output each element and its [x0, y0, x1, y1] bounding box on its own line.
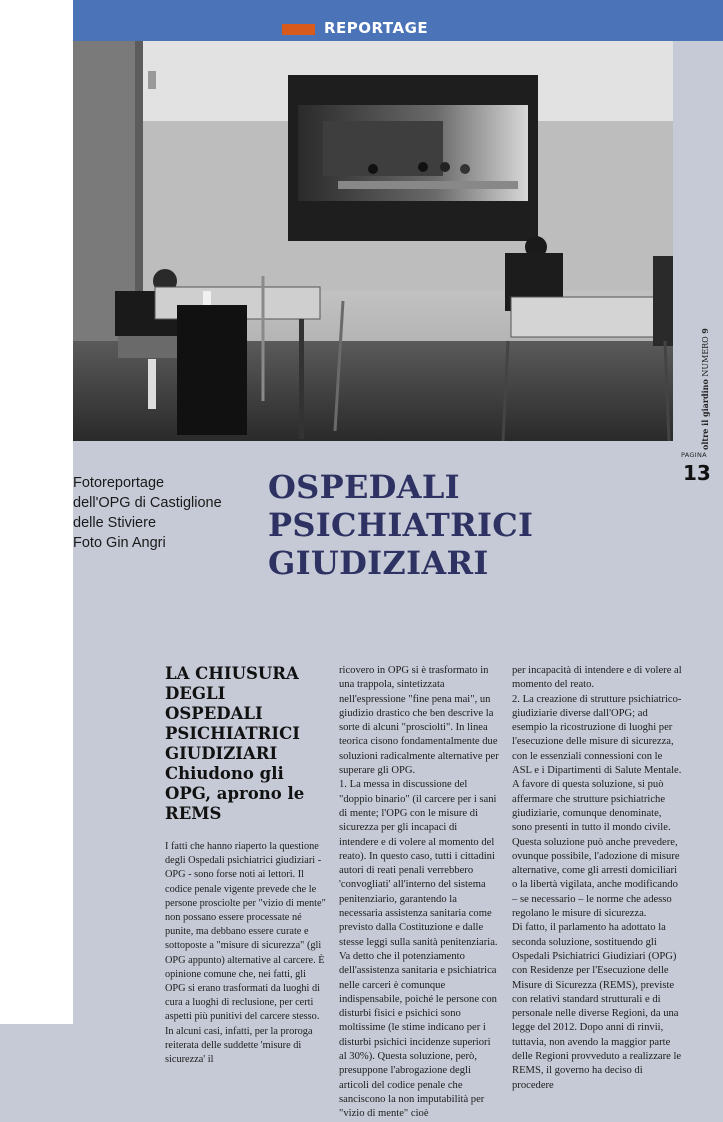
title-line: PSICHIATRICI: [268, 506, 534, 544]
article-paragraph: 2. La creazione di strutture psichiatrico-giudiziarie diverse dall'OPG; ad esempio la ricostruzione di luoghi per l'esecuzione delle misure di sicurezza, con le essenziali connessioni con le ASL e i Dipartimenti di Salute Mentale. A favore di questa soluzione, si può affermare che strutture psichiatriche giudiziarie, comunque denominate, sono presenti in tutto il mondo civile. Questa soluzione può anche prevedere, ovunque possibile, l'adozione di misure alternative, come gli arresti domiciliari o la libertà vigilata, anche modificando – se necessario – le norme che adesso regolano le misure di sicurezza.: [512, 693, 682, 920]
page-title: [268, 468, 568, 582]
article-paragraph: 1. La messa in discussione del "doppio binario" (il carcere per i sani di mente; l'OPG con le misure di sicurezza per gli incapaci di intendere e di volere al momento del reato). In questo caso, tutti i cittadini autori di reati penali verrebbero 'convogliati' all'interno del sistema penitenziario, garantendo la necessaria assistenza sanitaria come previsto dalla Costituzione e dalle stesse leggi sulla sanità penitenziaria. Va detto che il potenziamento dell'assistenza sanitaria e psichiatrica nelle carceri è comunque indispensabile, poiché le persone con disturbi fisici e psichici sono moltissime (le stime indicano per i disturbi psichici incidenze superiori al 30%). Questa soluzione, però, presuppone l'abrogazione degli articoli del codice penale che sanciscono la non imputabilità per "vizio di mente" cioè: [339, 779, 498, 1120]
photo-credit: [73, 473, 258, 553]
credit-line: delle Stiviere: [73, 515, 157, 531]
left-margin: [0, 0, 73, 1024]
article-column-1: [165, 664, 328, 1067]
title-line: OSPEDALI: [268, 468, 460, 506]
issue-number: 9: [700, 328, 710, 334]
article-paragraph: per incapacità di intendere e di volere al momento del reato.: [512, 665, 682, 691]
credit-line: dell'OPG di Castiglione: [73, 495, 222, 511]
section-accent-mark: [282, 24, 315, 35]
magazine-issue-vertical: [700, 328, 710, 450]
issue-label: NUMERO: [701, 336, 710, 377]
reportage-photo: [73, 41, 673, 441]
section-label: REPORTAGE: [324, 19, 429, 37]
article-column-2: [339, 664, 499, 1122]
credit-line: Foto Gin Angri: [73, 535, 166, 551]
article-paragraph: Di fatto, il parlamento ha adottato la seconda soluzione, sostituendo gli Ospedali Psichiatrici Giudiziari (OPG) con Residenze per l'Esecuzione delle Misure di Sicurezza (REMS), previste con relativi standard strutturali e di personale nelle diverse Regioni, da una legge del 2012. Dopo anni di rinvii, tuttavia, non avendo la maggior parte delle Regioni provveduto a realizzare le REMS, il governo ha deciso di procedere: [512, 922, 682, 1091]
page-label: PAGINA: [681, 451, 707, 459]
page-number: 13: [683, 461, 711, 485]
article-subheading: LA CHIUSURA DEGLI OSPEDALI PSICHIATRICI GIUDIZIARI Chiudono gli OPG, aprono le REMS: [165, 664, 305, 823]
page-sidebar-meta: [688, 328, 712, 450]
magazine-name: oltre il giardino: [700, 379, 710, 450]
article-paragraph: ricovero in OPG si è trasformato in una trappola, sintetizzata nell'espressione "fine pena mai", un giudizio drastico che ben descrive la sorte di alcuni "prosciolti". In linea teorica cisono fondamentalmente due soluzioni radicalmente alternative per superare gli OPG.: [339, 665, 499, 777]
article-paragraph: I fatti che hanno riaperto la questione degli Ospedali psichiatrici giudiziari - OPG - sono forse noti ai lettori. Il codice penale vigente prevede che le persone prosciolte per "vizio di mente" non possano essere processate né punite, ma debbano essere curate e sottoposte a "misure di sicurezza" (gli OPG appunto) alternative al carcere. È opinione comune che, nei fatti, gli OPG si erano trasformati da luoghi di cura a luoghi di reclusione, per certi aspetti più punitivi del carcere stesso. In alcuni casi, infatti, per la proroga reiterata delle suddette 'misure di sicurezza' il: [165, 841, 326, 1066]
article-column-3: [512, 664, 682, 1093]
title-line: GIUDIZIARI: [268, 544, 489, 582]
credit-line: Fotoreportage: [73, 475, 165, 491]
